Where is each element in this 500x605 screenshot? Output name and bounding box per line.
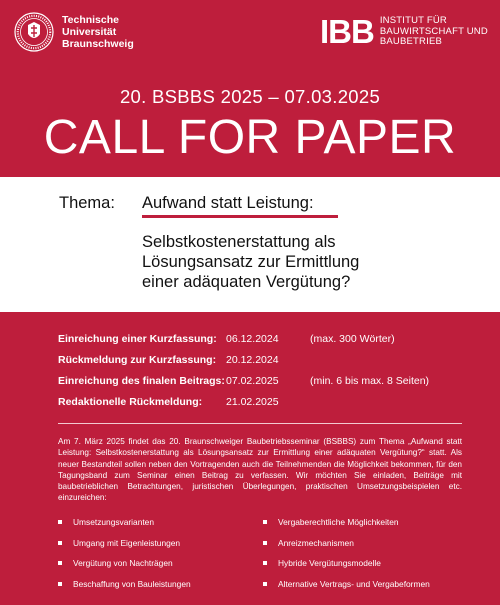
tu-braunschweig-logo <box>14 12 134 52</box>
bullet-icon <box>263 541 267 545</box>
topic-underline <box>142 215 338 218</box>
bullet-icon <box>263 520 267 524</box>
deadline-date: 21.02.2025 <box>226 396 279 408</box>
list-item-label: Umgang mit Eigenleistungen <box>73 537 181 548</box>
bullet-icon <box>263 582 267 586</box>
list-item <box>263 579 430 600</box>
list-item <box>263 538 430 559</box>
deadline-date: 06.12.2024 <box>226 333 279 345</box>
deadline-note: (max. 300 Wörter) <box>310 333 395 345</box>
bullet-icon <box>263 561 267 565</box>
topic-list-right <box>263 517 430 599</box>
university-name-line-3: Braunschweig <box>62 38 134 50</box>
list-item <box>58 517 191 538</box>
deadline-label: Einreichung des finalen Beitrags: <box>58 375 225 387</box>
list-item <box>263 517 430 538</box>
list-item-label: Vergaberechtliche Möglichkeiten <box>278 517 399 527</box>
list-item-label: Vergütung von Nachträgen <box>73 558 173 568</box>
list-item <box>58 538 191 559</box>
ibb-logo <box>320 12 488 50</box>
list-item <box>263 558 430 579</box>
topic-label: Thema: <box>59 194 115 212</box>
institute-name-line-3: BAUBETRIEB <box>379 36 443 47</box>
list-item-label: Umsetzungsvarianten <box>73 517 154 527</box>
event-subtitle: 20. BSBBS 2025 – 07.03.2025 <box>119 86 381 107</box>
bullet-icon <box>58 520 62 524</box>
topic-subtitle-line-1: Selbstkostenerstattung als <box>142 233 336 251</box>
intro-text: Am 7. März 2025 findet das 20. Braunschweiger Baubetriebsseminar (BSBBS) zum Thema „Aufwand statt Leistung: Selbstkostenerstattung als Lösungsansatz zur Ermittlung einer adäquaten Vergütung?“ statt. Als neuer Bestandteil sollen neben den Vortragenden auch die Teilnehmenden die Möglichkeit bekommen, für den Tagungsband zum Seminar einen Beitrag zu verfassen. Wir möchten Sie einladen, Beiträge mit baubetrieblichen Betrachtungen, juristischen Überlegungen, praktischen Umsetzungsbeispielen etc. einzureichen: <box>58 437 462 503</box>
deadline-date: 20.12.2024 <box>226 354 279 366</box>
bullet-icon <box>58 541 62 545</box>
list-item-label: Anreizmechanismen <box>278 537 354 548</box>
institute-name-line-1: INSTITUT FÜR <box>379 15 447 26</box>
details-section <box>0 312 500 605</box>
topic-list-left <box>58 517 191 599</box>
tu-seal-icon <box>14 12 54 52</box>
university-name-line-1: Technische <box>62 14 119 26</box>
ibb-mark: IBB <box>320 12 374 50</box>
university-name-line-2: Universität <box>62 26 117 38</box>
deadline-note: (min. 6 bis max. 8 Seiten) <box>310 375 430 387</box>
topic-section <box>0 177 500 312</box>
list-item-label: Beschaffung von Bauleistungen <box>73 578 191 589</box>
deadline-label: Rückmeldung zur Kurzfassung: <box>58 354 217 366</box>
list-item-label: Hybride Vergütungsmodelle <box>278 558 381 568</box>
list-item <box>58 558 191 579</box>
institute-name-line-2: BAUWIRTSCHAFT UND <box>379 25 488 37</box>
list-item-label: Alternative Vertrags- und Vergabeformen <box>278 578 430 589</box>
deadline-date: 07.02.2025 <box>226 375 279 387</box>
bullet-icon <box>58 582 62 586</box>
deadline-label: Redaktionelle Rückmeldung: <box>58 396 203 408</box>
list-item <box>58 579 191 600</box>
page-title: CALL FOR PAPER <box>43 111 457 164</box>
divider <box>58 423 462 424</box>
header-section <box>0 0 500 177</box>
topic-main-title: Aufwand statt Leistung: <box>142 194 314 212</box>
bullet-icon <box>58 561 62 565</box>
topic-subtitle <box>142 232 359 292</box>
topic-subtitle-line-3: einer adäquaten Vergütung? <box>142 273 351 291</box>
deadline-label: Einreichung einer Kurzfassung: <box>58 333 217 345</box>
topic-subtitle-line-2: Lösungsansatz zur Ermittlung <box>142 253 360 271</box>
